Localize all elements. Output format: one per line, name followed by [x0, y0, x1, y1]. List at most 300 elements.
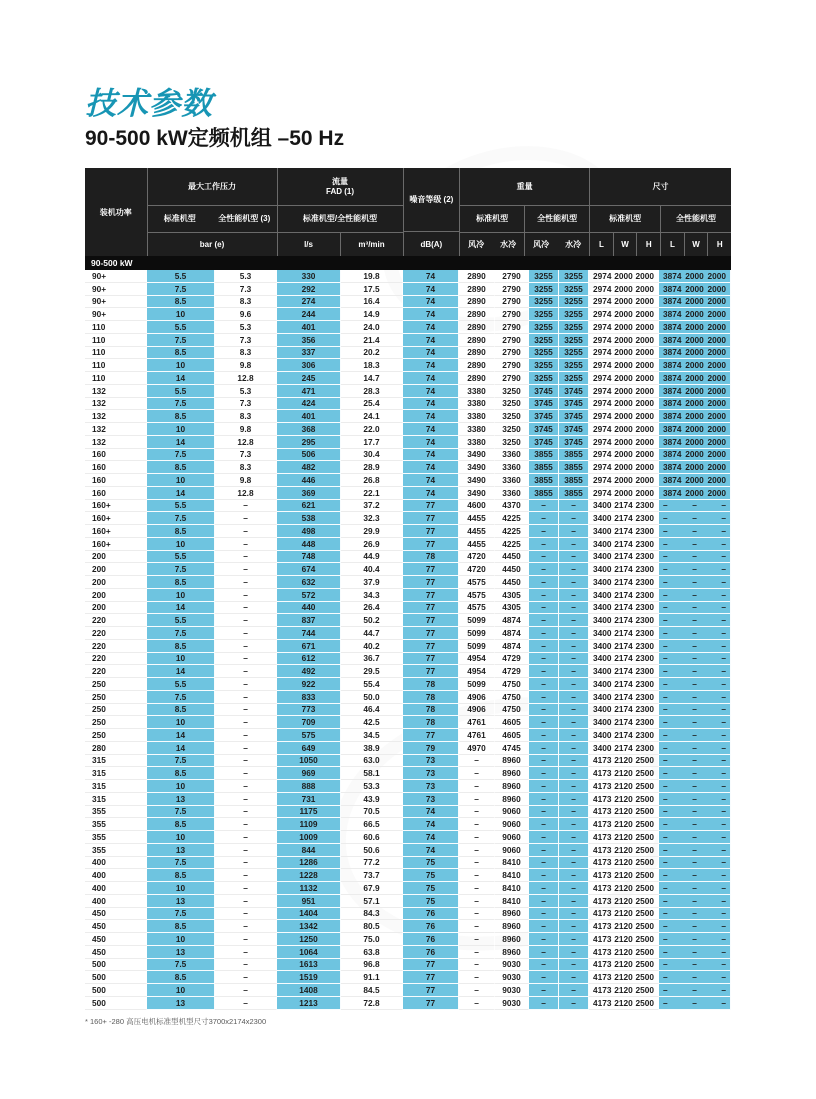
cell-weight-ff-water: – [559, 895, 589, 908]
cell-weight-std-water: 9030 [495, 997, 529, 1010]
cell-noise: 77 [403, 627, 459, 640]
cell-weight-std-water: 8960 [495, 780, 529, 793]
cell-flow-ls: 245 [277, 372, 341, 385]
dim-value: 2000 [614, 321, 633, 332]
cell-dims-ff [659, 372, 731, 385]
dim-value: – [692, 627, 697, 638]
cell-dims-ff [659, 653, 731, 666]
cell-pressure-ff: 7.3 [215, 449, 277, 462]
dim-value: – [663, 678, 668, 689]
cell-pressure-ff: – [215, 563, 277, 576]
table-row [85, 818, 731, 831]
dim-value: 2300 [635, 704, 654, 715]
cell-weight-ff-air: – [529, 500, 559, 513]
cell-weight-ff-air: – [529, 959, 559, 972]
cell-weight-ff-water: 3855 [559, 474, 589, 487]
dim-value: 2000 [707, 487, 726, 498]
dim-value: 3400 [593, 513, 612, 524]
cell-weight-std-air: – [459, 767, 495, 780]
cell-dims-ff [659, 755, 731, 768]
dim-value: – [692, 921, 697, 932]
dim-value: 2174 [614, 551, 633, 562]
dim-value: 4173 [593, 933, 612, 944]
table-row [85, 423, 731, 436]
dim-value: 2120 [614, 755, 633, 766]
dim-value: – [721, 691, 726, 702]
dim-value: 2500 [635, 806, 654, 817]
dim-value: 2000 [707, 411, 726, 422]
dim-value: 2000 [614, 398, 633, 409]
cell-weight-ff-air: – [529, 857, 559, 870]
cell-dims-std [589, 538, 659, 551]
cell-weight-std-water: 4874 [495, 627, 529, 640]
dim-value: 2300 [635, 538, 654, 549]
cell-weight-ff-water: 3255 [559, 296, 589, 309]
dim-value: 4173 [593, 831, 612, 842]
cell-weight-std-air: 2890 [459, 334, 495, 347]
dim-value: 2500 [635, 844, 654, 855]
dim-value: – [721, 972, 726, 983]
table-row [85, 640, 731, 653]
table-row [85, 971, 731, 984]
dim-value: 2174 [614, 615, 633, 626]
cell-flow-ls: 671 [277, 640, 341, 653]
cell-flow-ls: 674 [277, 563, 341, 576]
dim-value: – [692, 640, 697, 651]
dim-value: – [692, 780, 697, 791]
dim-value: – [663, 627, 668, 638]
cell-weight-std-water: 9060 [495, 831, 529, 844]
table-row [85, 372, 731, 385]
cell-weight-std-air: 4455 [459, 512, 495, 525]
cell-weight-std-air: 3380 [459, 436, 495, 449]
dim-value: 2000 [685, 436, 704, 447]
dim-value: 2000 [614, 309, 633, 320]
dim-value: – [663, 500, 668, 511]
cell-flow-m3: 50.0 [341, 691, 403, 704]
dim-value: 2000 [685, 385, 704, 396]
cell-noise: 74 [403, 296, 459, 309]
cell-weight-std-air: 3490 [459, 461, 495, 474]
cell-weight-std-air: 3380 [459, 410, 495, 423]
dim-value: 2000 [614, 436, 633, 447]
cell-weight-std-air: – [459, 869, 495, 882]
cell-flow-m3: 17.7 [341, 436, 403, 449]
dim-value: – [692, 729, 697, 740]
cell-power: 250 [85, 678, 147, 691]
cell-weight-std-water: 9030 [495, 959, 529, 972]
cell-weight-ff-air: – [529, 729, 559, 742]
cell-weight-ff-water: – [559, 767, 589, 780]
dim-value: 2000 [685, 372, 704, 383]
dim-value: – [663, 564, 668, 575]
dim-value: 2300 [635, 742, 654, 753]
dim-value: – [663, 551, 668, 562]
cell-flow-m3: 77.2 [341, 857, 403, 870]
cell-dims-std [589, 946, 659, 959]
cell-noise: 75 [403, 857, 459, 870]
cell-pressure-std: 8.5 [147, 971, 215, 984]
cell-dims-std [589, 959, 659, 972]
cell-flow-m3: 28.3 [341, 385, 403, 398]
table-row [85, 857, 731, 870]
cell-weight-ff-air: – [529, 716, 559, 729]
cell-dims-ff [659, 347, 731, 360]
cell-pressure-std: 14 [147, 436, 215, 449]
cell-pressure-std: 13 [147, 793, 215, 806]
dim-value: 2000 [614, 449, 633, 460]
cell-weight-std-air: – [459, 997, 495, 1010]
cell-dims-std [589, 283, 659, 296]
table-row [85, 678, 731, 691]
cell-noise: 74 [403, 398, 459, 411]
cell-pressure-ff: 12.8 [215, 436, 277, 449]
cell-pressure-ff: – [215, 614, 277, 627]
dim-value: – [663, 997, 668, 1008]
cell-weight-std-water: 4225 [495, 538, 529, 551]
dim-value: – [663, 538, 668, 549]
dim-value: 3874 [663, 360, 682, 371]
dim-value: 2000 [685, 270, 704, 281]
cell-weight-std-water: 3250 [495, 436, 529, 449]
cell-weight-std-air: 2890 [459, 372, 495, 385]
dim-value: – [721, 768, 726, 779]
cell-weight-ff-air: – [529, 538, 559, 551]
table-row [85, 780, 731, 793]
cell-noise: 76 [403, 933, 459, 946]
dim-value: – [721, 717, 726, 728]
cell-power: 132 [85, 398, 147, 411]
cell-dims-std [589, 551, 659, 564]
cell-dims-ff [659, 946, 731, 959]
cell-pressure-ff: 7.3 [215, 398, 277, 411]
table-row [85, 716, 731, 729]
cell-noise: 79 [403, 742, 459, 755]
cell-pressure-std: 10 [147, 538, 215, 551]
cell-weight-std-water: 4874 [495, 640, 529, 653]
cell-dims-ff [659, 398, 731, 411]
dim-value: 2000 [614, 334, 633, 345]
cell-noise: 74 [403, 844, 459, 857]
cell-weight-std-water: 8960 [495, 920, 529, 933]
cell-dims-std [589, 665, 659, 678]
dim-value: – [721, 844, 726, 855]
dim-value: – [721, 576, 726, 587]
cell-pressure-ff: – [215, 831, 277, 844]
dim-value: – [721, 513, 726, 524]
dim-value: – [721, 819, 726, 830]
dim-value: 2300 [635, 666, 654, 677]
dim-value: – [721, 755, 726, 766]
cell-flow-ls: 482 [277, 461, 341, 474]
dim-value: 2974 [593, 474, 612, 485]
dim-value: 2000 [635, 449, 654, 460]
dim-value: 2500 [635, 857, 654, 868]
cell-noise: 77 [403, 984, 459, 997]
cell-noise: 75 [403, 882, 459, 895]
cell-flow-m3: 44.9 [341, 551, 403, 564]
cell-dims-std [589, 742, 659, 755]
cell-noise: 74 [403, 436, 459, 449]
dim-value: 2000 [707, 283, 726, 294]
cell-dims-std [589, 308, 659, 321]
cell-weight-ff-water: – [559, 908, 589, 921]
dim-value: 2000 [685, 411, 704, 422]
dim-value: 2000 [707, 321, 726, 332]
dim-value: 3400 [593, 717, 612, 728]
cell-dims-ff [659, 283, 731, 296]
cell-weight-ff-water: – [559, 984, 589, 997]
cell-power: 200 [85, 563, 147, 576]
dim-value: – [692, 933, 697, 944]
cell-power: 500 [85, 959, 147, 972]
cell-pressure-ff: 5.3 [215, 321, 277, 334]
cell-flow-ls: 748 [277, 551, 341, 564]
dim-value: 2174 [614, 678, 633, 689]
header-dim-W: W [613, 233, 637, 256]
cell-weight-ff-water: 3255 [559, 359, 589, 372]
table-row [85, 321, 731, 334]
dim-value: – [692, 691, 697, 702]
cell-power: 90+ [85, 296, 147, 309]
cell-noise: 77 [403, 640, 459, 653]
dim-value: 2000 [635, 385, 654, 396]
cell-noise: 74 [403, 321, 459, 334]
cell-weight-std-air: 2890 [459, 296, 495, 309]
cell-noise: 76 [403, 908, 459, 921]
cell-weight-ff-water: – [559, 627, 589, 640]
cell-weight-ff-air: – [529, 627, 559, 640]
dim-value: 2000 [707, 309, 726, 320]
cell-weight-ff-air: 3855 [529, 449, 559, 462]
cell-weight-std-water: 2790 [495, 347, 529, 360]
cell-weight-std-air: – [459, 946, 495, 959]
cell-weight-ff-air: – [529, 882, 559, 895]
dim-value: 2000 [707, 449, 726, 460]
cell-weight-ff-air: 3255 [529, 270, 559, 283]
cell-dims-ff [659, 436, 731, 449]
cell-power: 250 [85, 716, 147, 729]
dim-value: – [663, 959, 668, 970]
dim-value: – [721, 538, 726, 549]
dim-value: 3400 [593, 538, 612, 549]
cell-flow-ls: 1175 [277, 806, 341, 819]
cell-flow-ls: 844 [277, 844, 341, 857]
dim-value: – [663, 984, 668, 995]
cell-dims-ff [659, 487, 731, 500]
dim-value: 2300 [635, 729, 654, 740]
header-weight-ff-air: 风冷 [524, 233, 557, 256]
header-dims-section [590, 168, 731, 256]
cell-dims-std [589, 831, 659, 844]
cell-weight-std-air: – [459, 971, 495, 984]
dim-value: 4173 [593, 921, 612, 932]
dim-value: 2500 [635, 780, 654, 791]
dim-value: 2500 [635, 972, 654, 983]
cell-pressure-ff: – [215, 500, 277, 513]
cell-dims-ff [659, 678, 731, 691]
cell-dims-ff [659, 920, 731, 933]
cell-weight-ff-air: – [529, 576, 559, 589]
cell-weight-ff-water: – [559, 589, 589, 602]
dim-value: 2000 [614, 411, 633, 422]
header-pressure-section [148, 168, 278, 256]
cell-dims-std [589, 296, 659, 309]
cell-weight-ff-water: 3745 [559, 410, 589, 423]
dim-value: 4173 [593, 768, 612, 779]
cell-dims-ff [659, 857, 731, 870]
cell-pressure-std: 8.5 [147, 704, 215, 717]
cell-pressure-ff: – [215, 627, 277, 640]
cell-power: 90+ [85, 270, 147, 283]
dim-value: 2974 [593, 398, 612, 409]
cell-dims-ff [659, 359, 731, 372]
cell-noise: 77 [403, 512, 459, 525]
dim-value: – [692, 615, 697, 626]
dim-value: – [721, 525, 726, 536]
cell-flow-m3: 73.7 [341, 869, 403, 882]
cell-noise: 78 [403, 551, 459, 564]
cell-weight-ff-water: 3745 [559, 385, 589, 398]
cell-power: 400 [85, 857, 147, 870]
cell-pressure-std: 7.5 [147, 449, 215, 462]
dim-value: 3874 [663, 462, 682, 473]
cell-weight-std-air: 4906 [459, 704, 495, 717]
cell-pressure-std: 7.5 [147, 755, 215, 768]
cell-pressure-std: 14 [147, 487, 215, 500]
dim-value: 2000 [685, 360, 704, 371]
cell-weight-std-air: 5099 [459, 614, 495, 627]
cell-weight-std-water: 2790 [495, 372, 529, 385]
cell-weight-std-air: 2890 [459, 270, 495, 283]
cell-noise: 76 [403, 946, 459, 959]
cell-flow-ls: 446 [277, 474, 341, 487]
header-flow-unit-ls: l/s [304, 239, 313, 249]
cell-flow-m3: 34.5 [341, 729, 403, 742]
dim-value: – [721, 780, 726, 791]
cell-power: 160+ [85, 512, 147, 525]
cell-weight-ff-air: – [529, 920, 559, 933]
cell-dims-ff [659, 461, 731, 474]
cell-pressure-std: 7.5 [147, 512, 215, 525]
cell-flow-m3: 84.3 [341, 908, 403, 921]
header-dim-L: L [598, 239, 604, 249]
dim-value: 3400 [593, 640, 612, 651]
cell-dims-std [589, 410, 659, 423]
cell-dims-ff [659, 640, 731, 653]
cell-weight-ff-air: – [529, 984, 559, 997]
dim-value: 3874 [663, 296, 682, 307]
dim-value: 3400 [593, 653, 612, 664]
dim-value: 3874 [663, 423, 682, 434]
header-flow-title: 流量 [332, 176, 349, 186]
table-row [85, 806, 731, 819]
cell-pressure-std: 5.5 [147, 321, 215, 334]
dim-value: 3400 [593, 691, 612, 702]
header-weight-std-water: 水冷 [500, 239, 517, 249]
cell-weight-ff-air: – [529, 933, 559, 946]
dim-value: 2000 [707, 334, 726, 345]
dim-value: 4173 [593, 857, 612, 868]
dim-value: – [692, 589, 697, 600]
cell-weight-std-water: 2790 [495, 321, 529, 334]
dim-value: – [692, 513, 697, 524]
table-row [85, 308, 731, 321]
header-dim-W: W [684, 233, 708, 256]
cell-dims-ff [659, 614, 731, 627]
cell-power: 250 [85, 691, 147, 704]
dim-value: 2500 [635, 959, 654, 970]
cell-power: 450 [85, 946, 147, 959]
cell-flow-ls: 292 [277, 283, 341, 296]
table-row [85, 563, 731, 576]
dim-value: 2000 [685, 309, 704, 320]
cell-pressure-std: 10 [147, 589, 215, 602]
table-row [85, 461, 731, 474]
dim-value: 2120 [614, 819, 633, 830]
cell-dims-ff [659, 512, 731, 525]
dim-value: – [663, 857, 668, 868]
cell-weight-std-water: 4750 [495, 704, 529, 717]
cell-flow-m3: 53.3 [341, 780, 403, 793]
dim-value: – [663, 844, 668, 855]
dim-value: 2300 [635, 500, 654, 511]
cell-flow-m3: 28.9 [341, 461, 403, 474]
dim-value: – [721, 895, 726, 906]
cell-weight-std-water: 3250 [495, 423, 529, 436]
cell-pressure-std: 10 [147, 716, 215, 729]
dim-value: 2974 [593, 487, 612, 498]
cell-weight-std-water: 3360 [495, 487, 529, 500]
dim-value: – [663, 615, 668, 626]
cell-flow-m3: 60.6 [341, 831, 403, 844]
dim-value: 3874 [663, 283, 682, 294]
dim-value: 4173 [593, 793, 612, 804]
table-row [85, 500, 731, 513]
cell-pressure-std: 7.5 [147, 563, 215, 576]
cell-power: 160 [85, 474, 147, 487]
cell-noise: 74 [403, 818, 459, 831]
dim-value: 4173 [593, 819, 612, 830]
cell-pressure-ff: – [215, 538, 277, 551]
cell-weight-std-air: – [459, 908, 495, 921]
table-row [85, 576, 731, 589]
cell-pressure-std: 7.5 [147, 627, 215, 640]
cell-flow-ls: 731 [277, 793, 341, 806]
cell-weight-std-air: – [459, 793, 495, 806]
dim-value: – [663, 972, 668, 983]
cell-weight-std-air: 4970 [459, 742, 495, 755]
cell-power: 400 [85, 869, 147, 882]
cell-pressure-ff: – [215, 818, 277, 831]
cell-weight-std-air: 4575 [459, 576, 495, 589]
dim-value: – [721, 602, 726, 613]
dim-value: – [721, 806, 726, 817]
dim-value: 2974 [593, 462, 612, 473]
cell-power: 315 [85, 793, 147, 806]
dim-value: – [721, 564, 726, 575]
dim-value: 4173 [593, 780, 612, 791]
cell-dims-std [589, 767, 659, 780]
cell-power: 315 [85, 780, 147, 793]
cell-weight-std-water: 8960 [495, 793, 529, 806]
cell-weight-std-water: 4745 [495, 742, 529, 755]
cell-noise: 77 [403, 563, 459, 576]
cell-weight-std-water: 8960 [495, 755, 529, 768]
dim-value: 2174 [614, 538, 633, 549]
cell-weight-ff-water: 3745 [559, 398, 589, 411]
cell-pressure-std: 7.5 [147, 398, 215, 411]
